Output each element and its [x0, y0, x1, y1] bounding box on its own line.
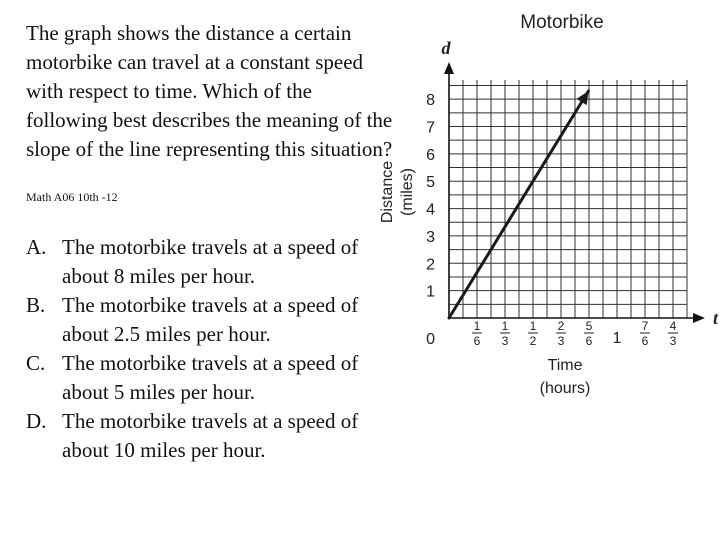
x-tick-label	[556, 319, 566, 348]
y-tick-label: 7	[426, 119, 435, 137]
chart-grid	[449, 80, 687, 318]
x-tick-denominator: 3	[557, 334, 565, 348]
question-source: Math A06 10th -12	[26, 190, 118, 204]
option-a-text: The motorbike travels at a speed of about 8 miles per hour.	[62, 235, 359, 288]
x-tick-numerator: 2	[557, 319, 565, 333]
x-tick-denominator: 3	[669, 334, 677, 348]
x-tick-label	[668, 319, 678, 348]
x-tick-denominator: 6	[585, 334, 593, 348]
x-tick-numerator: 1	[529, 319, 537, 333]
option-d[interactable]	[26, 407, 398, 465]
x-tick-denominator: 6	[641, 334, 649, 348]
x-tick-label	[472, 319, 482, 348]
x-axis-arrow	[693, 313, 705, 323]
y-tick-label: 8	[426, 92, 435, 110]
option-c-text: The motorbike travels at a speed of about 5 miles per hour.	[62, 351, 359, 404]
x-tick-label	[528, 319, 538, 348]
x-tick-label	[584, 319, 594, 348]
option-c-letter: C.	[26, 351, 46, 375]
x-tick-numerator: 5	[585, 319, 593, 333]
y-tick-label: 5	[426, 174, 435, 192]
x-tick-denominator: 3	[501, 334, 509, 348]
question-text: The graph shows the distance a certain motorbike can travel at a constant speed with respect to time. Which of the following best describes the meaning of the slope of the line representing this situation?	[26, 21, 393, 161]
y-tick-label: 2	[426, 256, 435, 274]
option-b[interactable]	[26, 291, 398, 349]
x-axis-label: Time	[547, 357, 583, 374]
x-tick-label	[640, 319, 650, 348]
y-axis-variable: d	[441, 38, 451, 58]
option-d-letter: D.	[26, 409, 47, 433]
origin-label: 0	[426, 331, 435, 348]
x-tick-numerator: 4	[669, 319, 677, 333]
y-tick-label: 6	[426, 146, 435, 164]
y-axis-label: Distance	[379, 160, 396, 224]
x-tick-numerator: 1	[473, 319, 481, 333]
x-tick-numerator: 1	[501, 319, 509, 333]
option-a[interactable]	[26, 233, 398, 291]
y-tick-label: 1	[426, 283, 435, 301]
x-tick-numerator: 7	[641, 319, 649, 333]
motorbike-chart	[370, 0, 720, 420]
answer-options	[26, 233, 398, 465]
y-axis-label: (miles)	[399, 168, 416, 216]
y-axis-arrow	[444, 62, 454, 74]
x-tick-denominator: 6	[473, 334, 481, 348]
chart-labels	[379, 38, 719, 397]
option-a-letter: A.	[26, 235, 47, 259]
y-tick-label: 3	[426, 228, 435, 246]
y-tick-label: 4	[426, 201, 435, 219]
x-tick-label: 1	[612, 330, 622, 347]
chart-title: Motorbike	[520, 12, 604, 33]
option-b-text: The motorbike travels at a speed of about 2.5 miles per hour.	[62, 293, 359, 346]
option-d-text: The motorbike travels at a speed of about 10 miles per hour.	[62, 409, 359, 462]
option-b-letter: B.	[26, 293, 46, 317]
x-tick-denominator: 2	[529, 334, 537, 348]
x-tick-label	[500, 319, 510, 348]
x-axis-variable: t	[713, 308, 719, 328]
option-c[interactable]	[26, 349, 398, 407]
x-axis-label: (hours)	[539, 380, 591, 397]
